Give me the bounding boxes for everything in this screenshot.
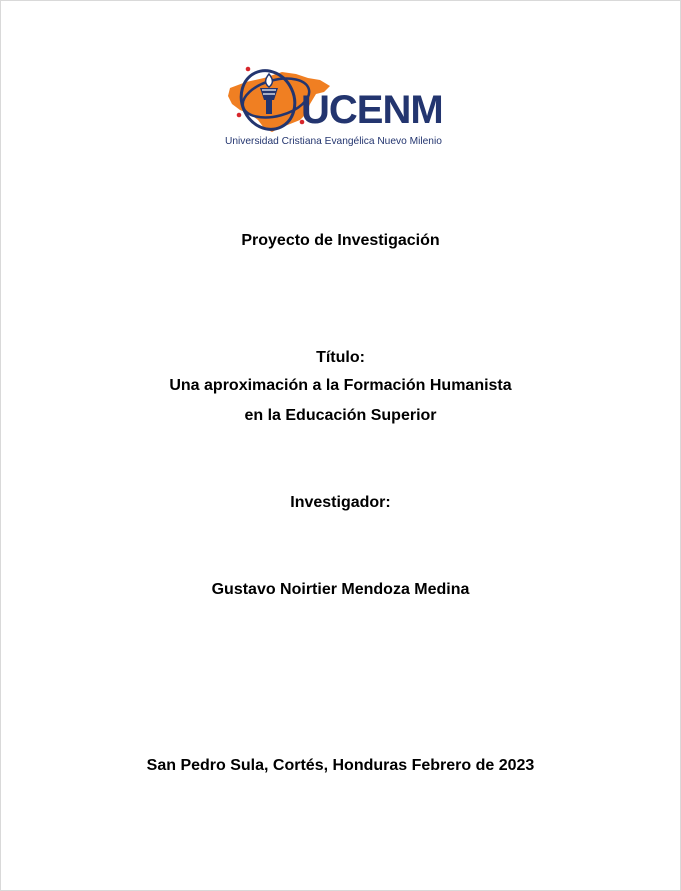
logo-wordmark: UCENM <box>301 88 443 132</box>
ucenm-logo <box>224 60 460 152</box>
place-and-date: San Pedro Sula, Cortés, Honduras Febrero de 2023 <box>146 757 535 774</box>
logo-tagline: Universidad Cristiana Evangélica Nuevo Milenio <box>225 136 442 147</box>
title-label: Título: <box>316 349 365 366</box>
investigator-name: Gustavo Noirtier Mendoza Medina <box>211 581 470 598</box>
investigator-label: Investigador: <box>290 494 391 511</box>
project-label: Proyecto de Investigación <box>241 232 440 249</box>
title-line: Una aproximación a la Formación Humanista <box>169 377 512 394</box>
title-line: en la Educación Superior <box>244 407 437 424</box>
